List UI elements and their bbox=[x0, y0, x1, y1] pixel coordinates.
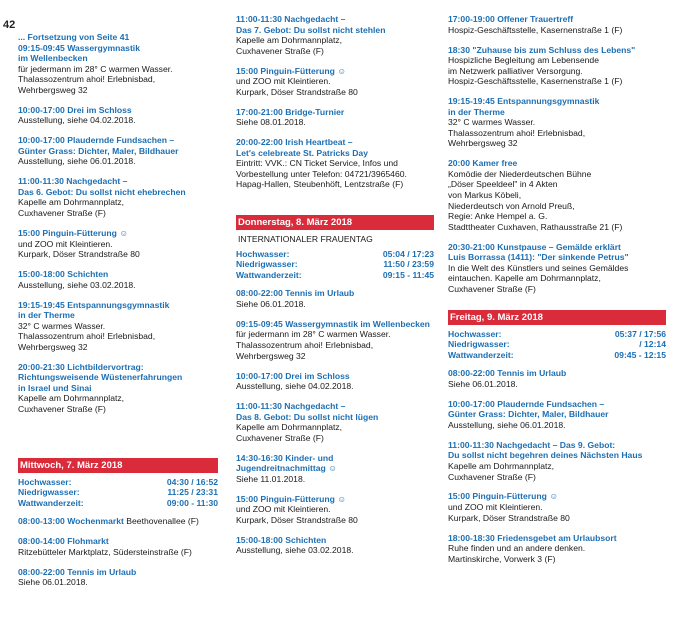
day-subtitle-thursday: INTERNATIONALER FRAUENTAG bbox=[238, 234, 373, 245]
event-entry bbox=[236, 137, 434, 190]
col1-entries-top bbox=[18, 32, 218, 415]
event-title: 10:00-17:00 Plaudernde Fundsachen – bbox=[18, 135, 175, 146]
tide-value: 04:30 / 16:52 bbox=[166, 476, 218, 487]
event-detail-line: Kurpark, Döser Strandstraße 80 bbox=[448, 512, 570, 523]
event-inline-location: Beethovenallee (F) bbox=[123, 516, 199, 527]
event-title: 08:00-22:00 Tennis im Urlaub bbox=[18, 566, 137, 577]
event-detail-line: Siehe 06.01.2018. bbox=[18, 577, 88, 588]
event-title: 14:30-16:30 Kinder- und bbox=[236, 452, 334, 463]
event-entry bbox=[448, 399, 666, 431]
tide-value: 09:15 - 11:45 bbox=[382, 269, 434, 280]
event-detail-line: Thalassozentrum ahoi! Erlebnisbad, bbox=[448, 127, 586, 138]
event-entry bbox=[18, 536, 218, 557]
tide-row bbox=[236, 270, 434, 281]
event-title: 11:00-11:30 Nachgedacht – bbox=[236, 14, 346, 24]
event-detail-line: Thalassozentrum ahoi! Erlebnisbad, bbox=[18, 331, 156, 342]
event-detail-line: Kapelle am Dohrmannplatz, bbox=[18, 393, 125, 404]
tide-label: Wattwanderzeit: bbox=[18, 497, 84, 508]
event-title: 17:00-21:00 Bridge-Turnier bbox=[236, 106, 345, 117]
event-detail-line: und ZOO mit Kleintieren. bbox=[448, 502, 543, 513]
event-detail-line: Eintritt: VVK.: CN Ticket Service, Infos und bbox=[236, 158, 398, 169]
event-title: 10:00-17:00 Plaudernde Fundsachen – bbox=[448, 398, 605, 409]
event-detail-line: im Netzwerk palliativer Versorgung. bbox=[448, 65, 583, 76]
event-entry bbox=[18, 176, 218, 218]
col2-entries-bottom bbox=[236, 288, 434, 556]
event-detail-line: Kapelle am Dohrmannplatz, bbox=[448, 460, 555, 471]
tide-value: / 12:14 bbox=[639, 339, 666, 350]
event-entry bbox=[236, 494, 434, 526]
tide-value: 09:45 - 12:15 bbox=[614, 349, 666, 360]
event-title: im Wellenbecken bbox=[18, 53, 88, 64]
event-detail-line: Hospizliche Begleitung am Lebensende bbox=[448, 55, 599, 66]
tide-value: 05:37 / 17:56 bbox=[614, 328, 666, 339]
event-entry bbox=[448, 533, 666, 565]
event-detail-line: Niederdeutsch von Arnold Preuß, bbox=[448, 200, 575, 211]
tide-table-friday bbox=[448, 329, 666, 361]
event-detail-line: Kapelle am Dohrmannplatz, bbox=[236, 422, 343, 433]
event-detail-line: und ZOO mit Kleintieren. bbox=[18, 238, 113, 249]
event-detail-line: Kurpark, Döser Strandstraße 80 bbox=[18, 249, 140, 260]
tide-row bbox=[18, 498, 218, 509]
event-detail-line: Cuxhavener Straße (F) bbox=[448, 471, 536, 482]
event-detail-line: Regie: Anke Hempel a. G. bbox=[448, 211, 548, 222]
event-title: 08:00-22:00 Tennis im Urlaub bbox=[236, 288, 355, 299]
column-2 bbox=[236, 14, 434, 565]
event-title: 15:00 Pinguin-Fütterung ☺ bbox=[448, 491, 558, 502]
event-detail-line: Cuxhavener Straße (F) bbox=[236, 432, 324, 443]
event-title: 15:00-18:00 Schichten bbox=[18, 269, 109, 280]
event-detail-line: Martinskirche, Vorwerk 3 (F) bbox=[448, 553, 556, 564]
event-title: Das 8. Gebot: Du sollst nicht lügen bbox=[236, 411, 379, 422]
event-detail-line: Siehe 06.01.2018. bbox=[448, 378, 518, 389]
tide-table-thursday bbox=[236, 249, 434, 281]
event-entry bbox=[448, 96, 666, 149]
column-1 bbox=[18, 32, 218, 597]
tide-row bbox=[448, 350, 666, 361]
event-title: 10:00-17:00 Drei im Schloss bbox=[236, 370, 350, 381]
event-title: 15:00-18:00 Schichten bbox=[236, 534, 327, 545]
col3-entries-bottom bbox=[448, 368, 666, 564]
event-detail-line: Ausstellung, siehe 04.02.2018. bbox=[236, 381, 354, 392]
event-detail-line: Cuxhavener Straße (F) bbox=[18, 404, 106, 415]
event-detail-line: Hapag-Hallen, Steubenhöft, Lentzstraße (F) bbox=[236, 179, 404, 190]
event-detail-line: und ZOO mit Kleintieren. bbox=[236, 76, 331, 87]
event-title: 15:00 Pinguin-Fütterung ☺ bbox=[236, 65, 346, 76]
event-detail-line: 32° C warmes Wasser. bbox=[448, 117, 536, 128]
col3-entries-top bbox=[448, 14, 666, 295]
event-title: Günter Grass: Dichter, Maler, Bildhauer bbox=[448, 409, 609, 420]
event-detail-line: Ritzebütteler Marktplatz, Südersteinstraße (F) bbox=[18, 546, 192, 557]
event-detail-line: Siehe 08.01.2018. bbox=[236, 117, 306, 128]
day-header-wednesday: Mittwoch, 7. März 2018 bbox=[18, 458, 218, 473]
event-detail-line: Wehrbergsweg 32 bbox=[448, 138, 518, 149]
column-3 bbox=[448, 14, 666, 574]
event-title bbox=[18, 516, 218, 527]
event-entry bbox=[236, 535, 434, 556]
event-detail-line: Komödie der Niederdeutschen Bühne bbox=[448, 168, 592, 179]
event-detail-line: Kapelle am Dohrmannplatz, bbox=[236, 35, 343, 46]
event-entry bbox=[236, 453, 434, 485]
event-entry bbox=[18, 135, 218, 167]
event-detail-line: Siehe 06.01.2018. bbox=[236, 298, 306, 309]
event-title: 19:15-19:45 Entspannungsgymnastik bbox=[18, 299, 170, 310]
event-detail-line: Ausstellung, siehe 03.02.2018. bbox=[236, 545, 354, 556]
event-entry bbox=[236, 401, 434, 443]
tide-label: Hochwasser: bbox=[448, 328, 502, 339]
col2-entries-top bbox=[236, 14, 434, 190]
event-title: 10:00-17:00 Drei im Schloss bbox=[18, 104, 132, 115]
event-entry bbox=[18, 362, 218, 415]
event-title: ... Fortsetzung von Seite 41 bbox=[18, 32, 130, 42]
day-header-friday: Freitag, 9. März 2018 bbox=[448, 310, 666, 325]
event-title: Das 7. Gebot: Du sollst nicht stehlen bbox=[236, 24, 386, 35]
event-entry bbox=[448, 491, 666, 523]
event-detail-line: Cuxhavener Straße (F) bbox=[236, 45, 324, 56]
event-entry bbox=[18, 300, 218, 353]
event-detail-line: „Döser Speeldeel" in 4 Akten bbox=[448, 179, 558, 190]
tide-value: 05:04 / 17:23 bbox=[382, 248, 434, 259]
event-title: in Israel und Sinai bbox=[18, 382, 92, 393]
event-entry bbox=[448, 440, 666, 482]
event-detail-line: Ausstellung, siehe 03.02.2018. bbox=[18, 279, 136, 290]
tide-row bbox=[18, 487, 218, 498]
event-title: 18:00-18:30 Friedensgebet am Urlaubsort bbox=[448, 532, 617, 543]
event-detail-line: In die Welt des Künstlers und seines Gemäldes bbox=[448, 262, 629, 273]
event-detail-line: für jedermann im 28° C warmen Wasser. bbox=[236, 329, 391, 340]
col1-entries-bottom bbox=[18, 516, 218, 588]
event-entry bbox=[236, 66, 434, 98]
event-entry bbox=[18, 228, 218, 260]
event-entry bbox=[236, 107, 434, 128]
tide-value: 11:25 / 23:31 bbox=[167, 487, 218, 498]
event-detail-line: Cuxhavener Straße (F) bbox=[448, 283, 536, 294]
event-detail-line: Kurpark, Döser Strandstraße 80 bbox=[236, 514, 358, 525]
tide-label: Wattwanderzeit: bbox=[236, 269, 302, 280]
tide-label: Hochwasser: bbox=[18, 476, 72, 487]
event-entry bbox=[236, 288, 434, 309]
day-header-thursday: Donnerstag, 8. März 2018 bbox=[236, 215, 434, 230]
event-detail-line: 32° C warmes Wasser. bbox=[18, 320, 106, 331]
event-title: Du sollst nicht begehren deines Nächsten Haus bbox=[448, 450, 643, 461]
event-title-text: 08:00-13:00 Wochenmarkt bbox=[18, 516, 124, 527]
event-title: 15:00 Pinguin-Fütterung ☺ bbox=[18, 228, 128, 238]
event-detail-line: Thalassozentrum ahoi! Erlebnisbad, bbox=[18, 74, 156, 85]
event-entry bbox=[236, 14, 434, 56]
event-detail-line: Thalassozentrum ahoi! Erlebnisbad, bbox=[236, 340, 374, 350]
event-title: 09:15-09:45 Wassergymnastik im Wellenbecken bbox=[236, 318, 430, 329]
tide-label: Wattwanderzeit: bbox=[448, 349, 514, 360]
event-title: 11:00-11:30 Nachgedacht – Das 9. Gebot: bbox=[448, 439, 616, 450]
tide-label: Hochwasser: bbox=[236, 248, 290, 259]
event-detail-line: Wehrbergsweg 32 bbox=[18, 341, 88, 352]
event-title: 09:15-09:45 Wassergymnastik bbox=[18, 42, 140, 53]
event-entry bbox=[18, 567, 218, 588]
event-title: 20:00-22:00 Irish Heartbeat – bbox=[236, 137, 353, 148]
event-detail-line: Stadttheater Cuxhaven, Rathausstraße 21 (F) bbox=[448, 221, 623, 232]
tide-row bbox=[236, 259, 434, 270]
event-title: in der Therme bbox=[18, 310, 75, 321]
event-entry bbox=[18, 516, 218, 527]
event-detail-line: Kapelle am Dohrmannplatz, bbox=[18, 197, 125, 208]
event-detail-line: Ausstellung, siehe 04.02.2018. bbox=[18, 115, 136, 126]
event-detail-line: Ausstellung, siehe 06.01.2018. bbox=[18, 156, 136, 167]
event-detail-line: Ruhe finden und an andere denken. bbox=[448, 543, 586, 554]
event-title: Richtungsweisende Wüstenerfahrungen bbox=[18, 372, 183, 383]
event-detail-line: Vorbestellung unter Telefon: 04721/3965460. bbox=[236, 168, 407, 179]
tide-row bbox=[448, 339, 666, 350]
event-detail-line: Wehrbergsweg 32 bbox=[236, 350, 306, 361]
event-entry bbox=[18, 105, 218, 126]
event-title: 08:00-22:00 Tennis im Urlaub bbox=[448, 368, 567, 379]
page-number: 42 bbox=[3, 19, 16, 31]
event-entry bbox=[448, 14, 666, 35]
tide-label: Niedrigwasser: bbox=[236, 259, 298, 270]
event-entry bbox=[236, 319, 434, 361]
event-entry bbox=[448, 45, 666, 87]
event-title: in der Therme bbox=[448, 106, 505, 117]
tide-table-wednesday bbox=[18, 477, 218, 509]
event-title: 08:00-14:00 Flohmarkt bbox=[18, 536, 109, 547]
event-title: 11:00-11:30 Nachgedacht – bbox=[18, 176, 128, 187]
event-title: Jugendreitnachmittag ☺ bbox=[236, 463, 337, 474]
event-detail-line: und ZOO mit Kleintieren. bbox=[236, 504, 331, 515]
tide-row bbox=[18, 477, 218, 488]
event-detail-line: Cuxhavener Straße (F) bbox=[18, 208, 106, 219]
event-title: 20:30-21:00 Kunstpause – Gemälde erklärt bbox=[448, 241, 621, 252]
event-entry bbox=[236, 371, 434, 392]
event-entry bbox=[448, 368, 666, 389]
event-detail-line: eintauchen. Kapelle am Dohrmannplatz, bbox=[448, 273, 601, 284]
event-detail-line: Wehrbergsweg 32 bbox=[18, 84, 88, 95]
event-entry bbox=[448, 242, 666, 295]
tide-label: Niedrigwasser: bbox=[448, 339, 510, 350]
event-title: Günter Grass: Dichter, Maler, Bildhauer bbox=[18, 145, 179, 156]
event-title: 11:00-11:30 Nachgedacht – bbox=[236, 401, 346, 412]
event-title: 15:00 Pinguin-Fütterung ☺ bbox=[236, 493, 346, 504]
event-title: Luis Borrassa (1411): "Der sinkende Petrus" bbox=[448, 252, 629, 263]
tide-row bbox=[236, 249, 434, 260]
tide-value: 09:00 - 11:30 bbox=[166, 497, 218, 508]
event-detail-line: Kurpark, Döser Strandstraße 80 bbox=[236, 86, 358, 97]
event-title: 20:00 Kamer free bbox=[448, 158, 518, 169]
event-entry bbox=[448, 158, 666, 232]
event-detail-line: Siehe 11.01.2018. bbox=[236, 473, 306, 484]
event-title: 20:00-21:30 Lichtbildervortrag: bbox=[18, 361, 144, 372]
event-title: Das 6. Gebot: Du sollst nicht ehebrechen bbox=[18, 186, 186, 197]
event-title: 18:30 "Zuhause bis zum Schluss des Lebens" bbox=[448, 44, 636, 55]
tide-value: 11:50 / 23:59 bbox=[383, 259, 434, 270]
tide-label: Niedrigwasser: bbox=[18, 487, 80, 498]
event-title: Let's celebreate St. Patricks Day bbox=[236, 147, 368, 158]
tide-row bbox=[448, 329, 666, 340]
event-detail-line: von Markus Köbeli, bbox=[448, 190, 522, 201]
event-entry bbox=[18, 32, 218, 95]
event-detail-line: Hospiz-Geschäftsstelle, Kasernenstraße 1 (F) bbox=[448, 24, 623, 35]
event-entry bbox=[18, 269, 218, 290]
event-detail-line: für jedermann im 28° C warmen Wasser. bbox=[18, 63, 173, 74]
event-detail-line: Ausstellung, siehe 06.01.2018. bbox=[448, 419, 566, 430]
event-title: 17:00-19:00 Offener Trauertreff bbox=[448, 14, 574, 24]
event-detail-line: Hospiz-Geschäftsstelle, Kasernenstraße 1 (F) bbox=[448, 76, 623, 87]
event-title: 19:15-19:45 Entspannungsgymnastik bbox=[448, 96, 600, 107]
